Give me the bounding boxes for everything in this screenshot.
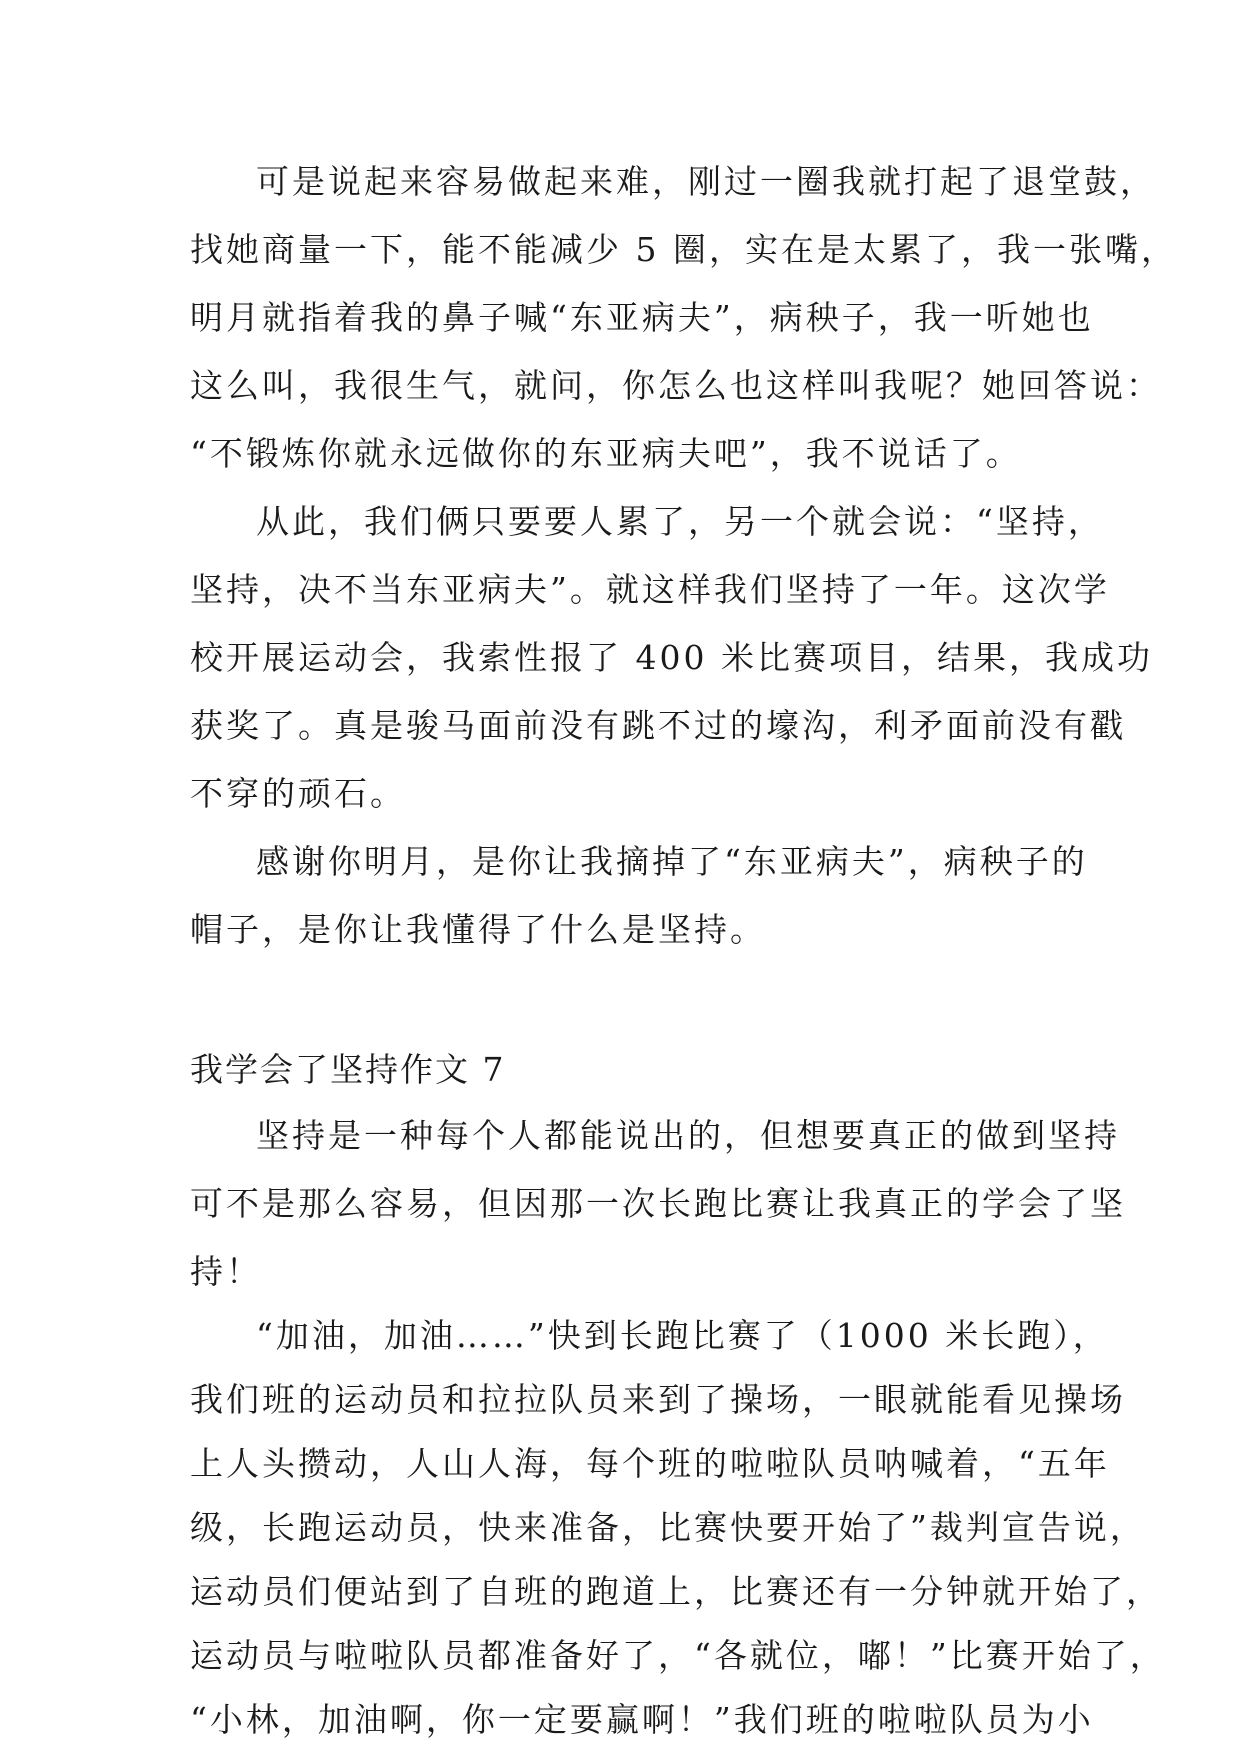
section-title: 我学会了坚持作文 7 (190, 1050, 506, 1089)
paragraph-1-line-5: “不锻炼你就永远做你的东亚病夫吧”，我不说话了。 (190, 434, 1022, 473)
paragraph-1-line-2: 找她商量一下，能不能减少 5 圈，实在是太累了，我一张嘴， (190, 230, 1177, 269)
section-paragraph-2-line-5: 运动员们便站到了自班的跑道上，比赛还有一分钟就开始了， (190, 1572, 1162, 1611)
section-paragraph-2-line-3: 上人头攒动，人山人海，每个班的啦啦队员呐喊着，“五年 (190, 1444, 1110, 1483)
section-paragraph-2-line-1: “加油，加油……”快到长跑比赛了（1000 米长跑）， (256, 1316, 1109, 1355)
paragraph-3-line-2: 帽子，是你让我懂得了什么是坚持。 (190, 910, 766, 949)
section-paragraph-1-line-1: 坚持是一种每个人都能说出的，但想要真正的做到坚持 (256, 1116, 1120, 1155)
paragraph-1-line-4: 这么叫，我很生气，就问，你怎么也这样叫我呢？她回答说： (190, 366, 1162, 405)
paragraph-1-line-3: 明月就指着我的鼻子喊“东亚病夫”，病秧子，我一听她也 (190, 298, 1094, 337)
section-paragraph-2-line-4: 级，长跑运动员，快来准备，比赛快要开始了”裁判宣告说， (190, 1508, 1146, 1547)
section-paragraph-2-line-7: “小林，加油啊，你一定要赢啊！”我们班的啦啦队员为小 (190, 1700, 1094, 1739)
paragraph-2-line-1: 从此，我们俩只要要人累了，另一个就会说：“坚持， (256, 502, 1104, 541)
section-paragraph-1-line-2: 可不是那么容易，但因那一次长跑比赛让我真正的学会了坚 (190, 1184, 1126, 1223)
paragraph-2-line-4: 获奖了。真是骏马面前没有跳不过的壕沟，利矛面前没有戳 (190, 706, 1126, 745)
section-paragraph-2-line-2: 我们班的运动员和拉拉队员来到了操场，一眼就能看见操场 (190, 1380, 1126, 1419)
paragraph-2-line-5: 不穿的顽石。 (190, 774, 406, 813)
paragraph-2-line-3: 校开展运动会，我索性报了 400 米比赛项目，结果，我成功 (190, 638, 1153, 677)
section-paragraph-1-line-3: 持！ (190, 1252, 262, 1291)
section-paragraph-2-line-6: 运动员与啦啦队员都准备好了，“各就位，嘟！”比赛开始了， (190, 1636, 1166, 1675)
paragraph-3-line-1: 感谢你明月，是你让我摘掉了“东亚病夫”，病秧子的 (256, 842, 1088, 881)
paragraph-2-line-2: 坚持，决不当东亚病夫”。就这样我们坚持了一年。这次学 (190, 570, 1110, 609)
paragraph-1-line-1: 可是说起来容易做起来难，刚过一圈我就打起了退堂鼓， (256, 162, 1156, 201)
